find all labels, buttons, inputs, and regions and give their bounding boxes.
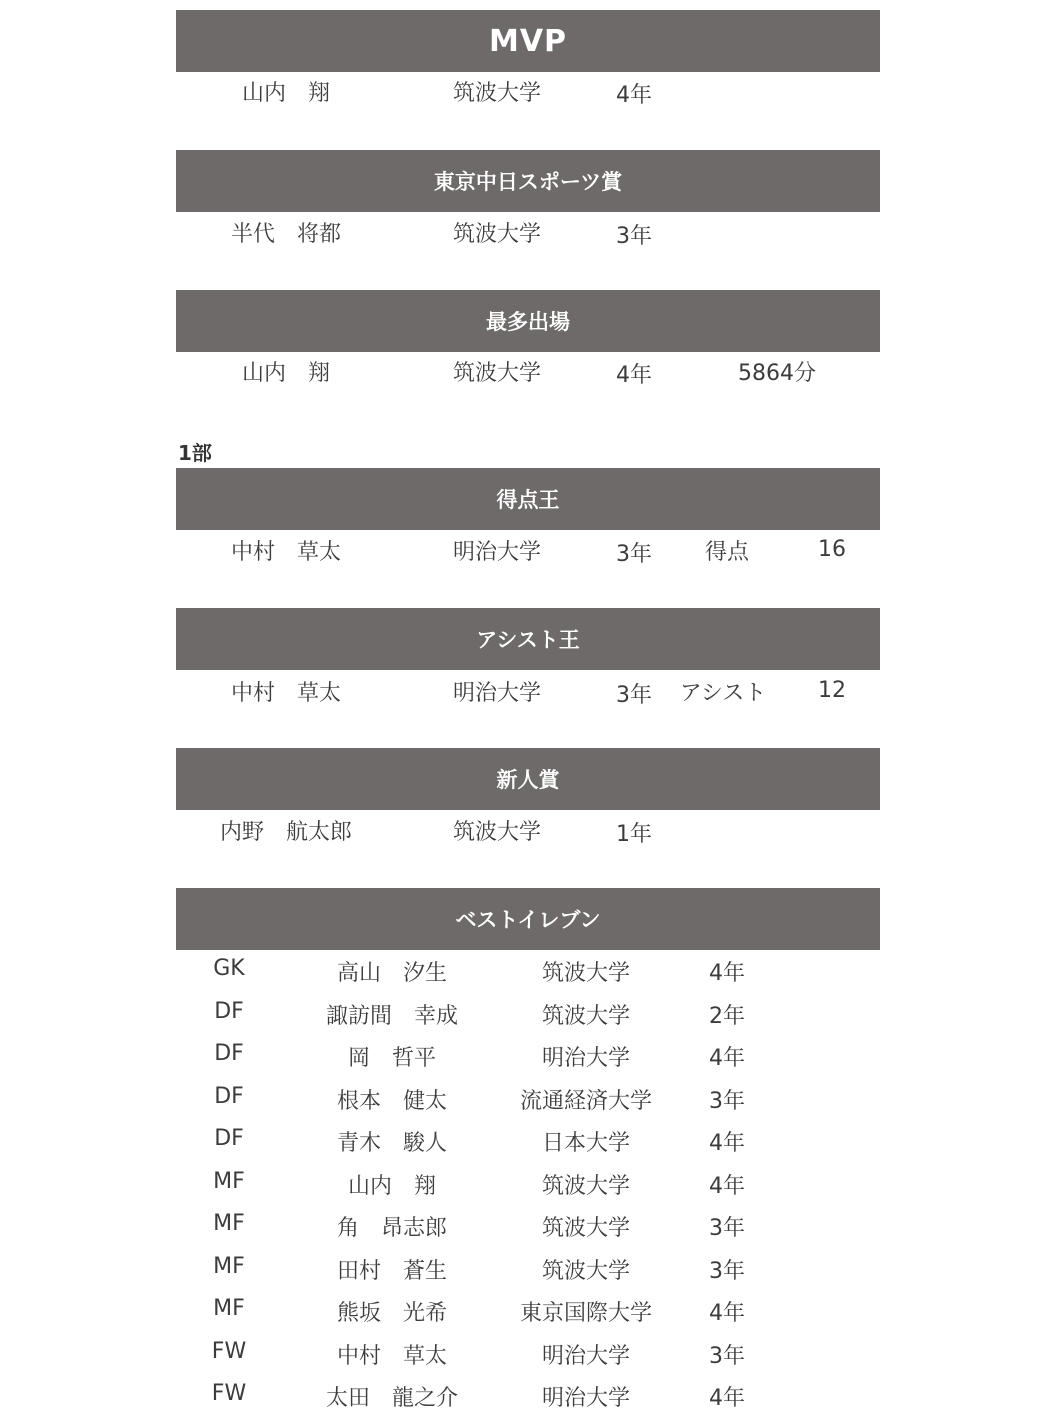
tokyo-chunichi-grade: 3年 (616, 224, 652, 249)
best-eleven-header: ベストイレブン (176, 888, 880, 950)
best-eleven-university: 筑波大学 (541, 1258, 631, 1284)
best-eleven-player-name: 高山 汐生 (336, 961, 448, 986)
best-eleven-position: FW (211, 1338, 247, 1364)
mvp-university: 筑波大学 (452, 81, 542, 106)
best-eleven-grade: 2年 (709, 1003, 745, 1029)
best-eleven-grade: 4年 (709, 1386, 745, 1411)
assist-king-name: 中村 草太 (230, 681, 342, 706)
assist-king-stat-value: 12 (818, 678, 846, 703)
best-eleven-grade: 3年 (709, 1343, 745, 1369)
best-eleven-player-name: 根本 健太 (336, 1088, 448, 1114)
best-eleven-university: 筑波大学 (541, 1003, 631, 1029)
most-appearances-grade: 4年 (616, 363, 652, 388)
best-eleven-position: MF (213, 1168, 245, 1194)
division-label: 1部 (178, 441, 212, 465)
best-eleven-grade: 4年 (709, 961, 745, 986)
top-scorer-university: 明治大学 (452, 540, 542, 565)
best-eleven-position: DF (214, 1126, 244, 1151)
rookie-grade: 1年 (616, 822, 652, 847)
top-scorer-grade: 3年 (616, 542, 652, 567)
assist-king-grade: 3年 (616, 683, 652, 708)
best-eleven-grade: 3年 (709, 1088, 745, 1114)
best-eleven-player-name: 山内 翔 (347, 1173, 437, 1199)
best-eleven-player-name: 角 昂志郎 (336, 1216, 448, 1241)
best-eleven-position: MF (213, 1211, 245, 1236)
best-eleven-university: 明治大学 (541, 1046, 631, 1071)
best-eleven-position: GK (213, 956, 245, 981)
tokyo-chunichi-name: 半代 将都 (230, 222, 342, 247)
best-eleven-position: MF (213, 1296, 245, 1321)
best-eleven-position: DF (214, 1041, 244, 1066)
most-appearances-university: 筑波大学 (452, 361, 542, 386)
top-scorer-name: 中村 草太 (230, 540, 342, 565)
best-eleven-player-name: 岡 哲平 (347, 1046, 437, 1071)
top-scorer-stat-value: 16 (818, 537, 846, 562)
best-eleven-university: 日本大学 (541, 1131, 631, 1156)
assist-king-stat-label: アシスト (679, 681, 767, 706)
most-appearances-name: 山内 翔 (241, 361, 331, 386)
best-eleven-university: 筑波大学 (541, 1216, 631, 1241)
best-eleven-grade: 4年 (709, 1046, 745, 1071)
best-eleven-position: FW (211, 1381, 247, 1406)
best-eleven-player-name: 青木 駿人 (336, 1131, 448, 1156)
best-eleven-university: 筑波大学 (541, 1173, 631, 1199)
best-eleven-grade: 4年 (709, 1301, 745, 1326)
assist-king-university: 明治大学 (452, 681, 542, 706)
best-eleven-player-name: 太田 龍之介 (325, 1386, 459, 1411)
best-eleven-university: 明治大学 (541, 1343, 631, 1369)
tokyo-chunichi-university: 筑波大学 (452, 222, 542, 247)
most-appearances-minutes: 5864分 (738, 361, 816, 386)
top-scorer-header: 得点王 (176, 468, 880, 530)
rookie-header: 新人賞 (176, 748, 880, 810)
best-eleven-position: DF (214, 998, 244, 1024)
tokyo-chunichi-header: 東京中日スポーツ賞 (176, 150, 880, 212)
mvp-header: MVP (176, 10, 880, 72)
best-eleven-grade: 3年 (709, 1216, 745, 1241)
best-eleven-position: DF (214, 1083, 244, 1109)
best-eleven-grade: 4年 (709, 1173, 745, 1199)
best-eleven-grade: 4年 (709, 1131, 745, 1156)
best-eleven-university: 東京国際大学 (519, 1301, 653, 1326)
rookie-university: 筑波大学 (452, 820, 542, 845)
best-eleven-grade: 3年 (709, 1258, 745, 1284)
most-appearances-header: 最多出場 (176, 290, 880, 352)
best-eleven-player-name: 諏訪間 幸成 (325, 1003, 459, 1029)
assist-king-header: アシスト王 (176, 608, 880, 670)
best-eleven-university: 明治大学 (541, 1386, 631, 1411)
top-scorer-stat-label: 得点 (704, 540, 750, 565)
rookie-name: 内野 航太郎 (219, 820, 353, 845)
best-eleven-player-name: 中村 草太 (336, 1343, 448, 1369)
best-eleven-position: MF (213, 1253, 245, 1279)
best-eleven-university: 流通経済大学 (519, 1088, 653, 1114)
best-eleven-university: 筑波大学 (541, 961, 631, 986)
best-eleven-player-name: 熊坂 光希 (336, 1301, 448, 1326)
mvp-name: 山内 翔 (241, 81, 331, 106)
best-eleven-player-name: 田村 蒼生 (336, 1258, 448, 1284)
mvp-grade: 4年 (616, 83, 652, 108)
